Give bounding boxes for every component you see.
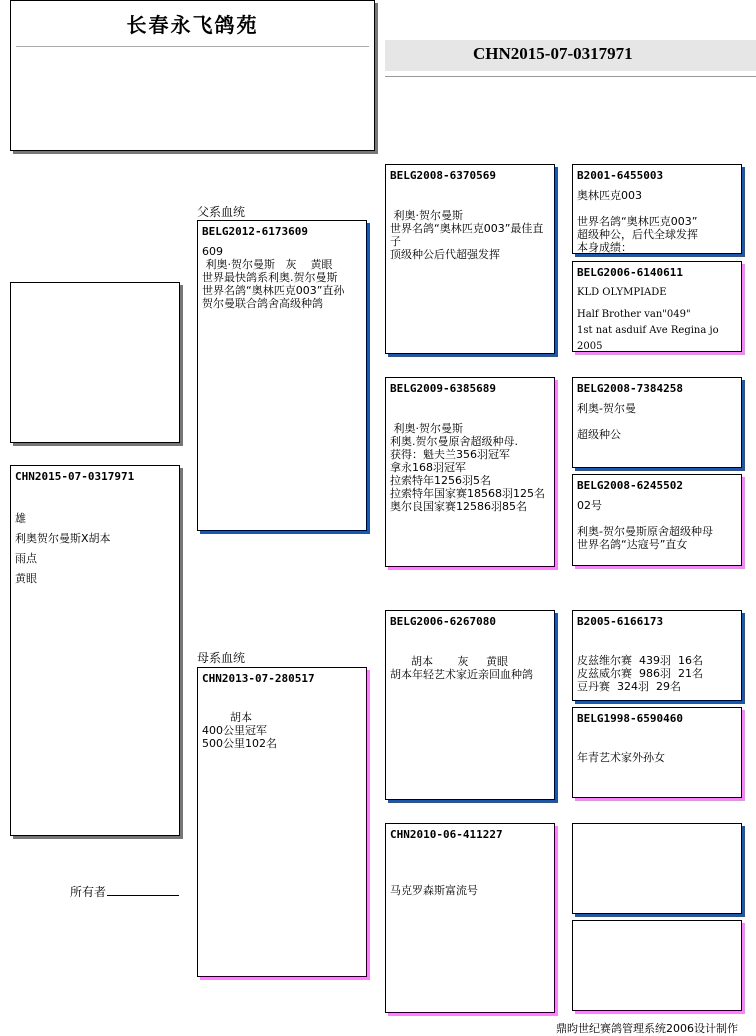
dss-notes: 皮兹维尔赛 439羽 16名 皮兹威尔赛 986羽 21名 豆丹赛 324羽 29名 bbox=[577, 654, 703, 693]
ssd-notes: Half Brother van"049" 1st nat asduif Ave Regina jo 2005 bbox=[577, 309, 719, 352]
pigeon-sex: 雄 bbox=[15, 512, 26, 525]
pigeon-pattern: 雨点 bbox=[15, 552, 37, 565]
dss-ring: B2005-6166173 bbox=[577, 615, 664, 628]
sire-ring: BELG2012-6173609 bbox=[202, 225, 308, 238]
dam-line-label: 母系血统 bbox=[197, 651, 246, 665]
dam-dam-ring: CHN2010-06-411227 bbox=[390, 828, 503, 841]
dsd-card bbox=[572, 707, 742, 798]
sire-line-label: 父系血统 bbox=[197, 205, 246, 219]
photo-box bbox=[10, 282, 180, 443]
sire-dam-notes: 利奥·贺尔曼斯 利奥.贺尔曼原舍超级种母. 获得：魁夫兰356羽冠军 拿永168羽冠军 拉索特年1256羽5名 拉索特年国家赛18568羽125名 奥尔良国家赛12586羽85名 bbox=[390, 422, 545, 513]
owner-line bbox=[107, 895, 179, 896]
dsd-ring: BELG1998-6590460 bbox=[577, 712, 683, 725]
club-card bbox=[10, 0, 375, 151]
pigeon-eye: 黄眼 bbox=[15, 572, 37, 585]
club-name: 长春永飞鸽苑 bbox=[126, 13, 259, 37]
dds-card bbox=[572, 823, 742, 914]
sire-sire-ring: BELG2008-6370569 bbox=[390, 169, 496, 182]
main-ring-underline bbox=[385, 76, 756, 77]
dam-dam-notes: 马克罗森斯富流号 bbox=[390, 884, 478, 897]
footer-credit: 鼎昀世纪赛鸽管理系统2006设计制作 bbox=[556, 1022, 738, 1035]
ssd-ring: BELG2006-6140611 bbox=[577, 266, 683, 279]
dam-dam-card bbox=[385, 823, 555, 1013]
ssd-card bbox=[572, 261, 742, 352]
dam-notes: 胡本 400公里冠军 500公里102名 bbox=[202, 711, 277, 750]
dam-sire-notes: 胡本 灰 黄眼 胡本年轻艺术家近亲回血种鸽 bbox=[390, 655, 533, 681]
sire-notes: 609 利奥·贺尔曼斯 灰 黄眼 世界最快鸽系利奥.贺尔曼斯 世界名鸽“奥林匹克003”直孙 贺尔曼联合鸽舍高级种鸽 bbox=[202, 245, 345, 310]
sire-sire-card bbox=[385, 164, 555, 354]
ddd-card bbox=[572, 920, 742, 1011]
sds-card bbox=[572, 377, 742, 468]
dam-sire-card bbox=[385, 610, 555, 800]
sdd-card bbox=[572, 474, 742, 566]
sss-ring: B2001-6455003 bbox=[577, 169, 664, 182]
sss-notes: 奥林匹克003 世界名鸽“奥林匹克003” 超级种公，后代全球发挥 本身成绩： bbox=[577, 189, 698, 254]
sdd-ring: BELG2008-6245502 bbox=[577, 479, 683, 492]
pigeon-ring: CHN2015-07-0317971 bbox=[15, 470, 135, 483]
sss-card bbox=[572, 164, 742, 254]
dss-card bbox=[572, 610, 742, 701]
sire-card bbox=[197, 220, 367, 531]
dsd-notes: 年青艺术家外孙女 bbox=[577, 751, 665, 764]
owner-label: 所有者 bbox=[70, 885, 107, 899]
sire-dam-card bbox=[385, 377, 555, 567]
dam-sire-ring: BELG2006-6267080 bbox=[390, 615, 496, 628]
pigeon-card bbox=[10, 465, 180, 836]
sds-ring: BELG2008-7384258 bbox=[577, 382, 683, 395]
dam-ring: CHN2013-07-280517 bbox=[202, 672, 315, 685]
pigeon-strain: 利奥贺尔曼斯X胡本 bbox=[15, 532, 111, 545]
sds-notes: 利奥-贺尔曼 超级种公 bbox=[577, 402, 636, 441]
sire-dam-ring: BELG2009-6385689 bbox=[390, 382, 496, 395]
club-divider bbox=[16, 46, 369, 47]
ssd-name: KLD OLYMPIADE bbox=[577, 287, 667, 298]
sdd-notes: 02号 利奥-贺尔曼斯原舍超级种母 世界名鸽“达寇号”直女 bbox=[577, 499, 713, 551]
dam-card bbox=[197, 667, 367, 977]
main-ring-number: CHN2015-07-0317971 bbox=[473, 44, 633, 63]
sire-sire-notes: 利奥·贺尔曼斯 世界名鸽“奥林匹克003”最佳直子 顶级种公后代超强发挥 bbox=[390, 209, 544, 261]
